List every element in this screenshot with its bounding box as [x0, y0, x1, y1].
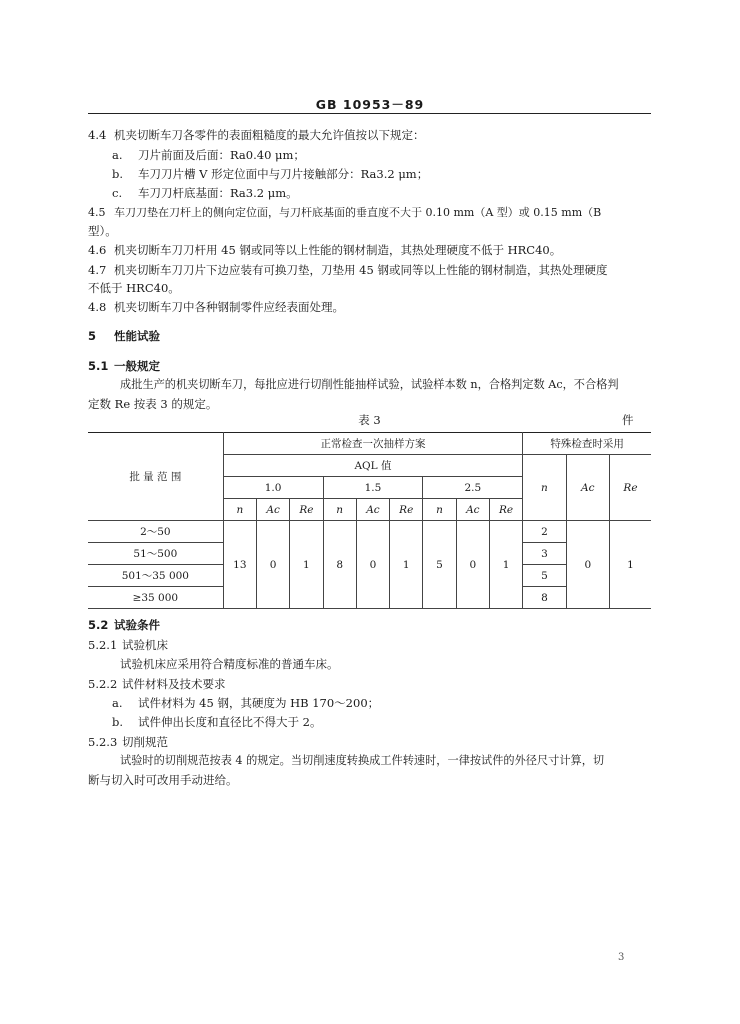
- clause-4-6: [88, 241, 651, 259]
- item-label: c.: [112, 186, 123, 200]
- normal-value-cell: 0: [256, 521, 289, 609]
- clause-number: 4.7: [88, 263, 107, 277]
- clause-5-2-1-heading: [88, 636, 651, 654]
- item-label: b.: [112, 715, 124, 729]
- section-5-heading: [88, 327, 651, 345]
- sampling-table: [88, 432, 651, 609]
- batch-range-cell: 2～50: [88, 521, 223, 543]
- item-text: 试件伸出长度和直径比不得大于 2。: [138, 715, 322, 729]
- clause-number: 5.2.3: [88, 735, 118, 749]
- special-n-cell: 2: [523, 521, 566, 543]
- normal-value-cell: 1: [489, 521, 522, 609]
- clause-text: 车刀刀垫在刀杆上的侧向定位面，与刀杆底基面的垂直度不大于 0.10 mm（A 型）或 0.15 mm（B: [114, 206, 602, 219]
- special-n-cell: 5: [523, 565, 566, 587]
- table-title: 表 3: [358, 413, 381, 427]
- batch-range-cell: 51～500: [88, 543, 223, 565]
- header-batch-range: 批 量 范 围: [88, 433, 223, 521]
- page-number: 3: [618, 952, 625, 963]
- clause-4-4: [88, 126, 651, 144]
- clause-5-2-3-para-cont: 断与切入时可改用手动进给。: [88, 773, 238, 787]
- clause-title: 切削规范: [122, 735, 168, 749]
- normal-value-cell: 13: [223, 521, 256, 609]
- normal-value-cell: 5: [423, 521, 456, 609]
- clause-text: 机夹切断车刀刀杆用 45 钢或同等以上性能的钢材制造，其热处理硬度不低于 HRC40。: [114, 243, 562, 257]
- clause-number: 5.1: [88, 359, 109, 373]
- clause-5-1-heading: [88, 357, 651, 375]
- clause-title: 试验条件: [114, 618, 160, 632]
- header-normal-plan: 正常检查一次抽样方案: [223, 433, 523, 455]
- clause-5-2-heading: [88, 616, 651, 634]
- col-header-n: n: [223, 499, 256, 521]
- normal-value-cell: 0: [356, 521, 389, 609]
- clause-4-4-b: [88, 165, 675, 183]
- normal-value-cell: 8: [323, 521, 356, 609]
- header-special-ac: Ac: [566, 455, 609, 521]
- special-re-cell: 1: [609, 521, 651, 609]
- col-header-re: Re: [290, 499, 323, 521]
- batch-range-cell: ≥35 000: [88, 587, 223, 609]
- clause-5-1-para-cont: 定数 Re 按表 3 的规定。: [88, 397, 218, 411]
- special-ac-cell: 0: [566, 521, 609, 609]
- col-header-re: Re: [390, 499, 423, 521]
- clause-text: 机夹切断车刀刀片下边应装有可换刀垫，刀垫用 45 钢或同等以上性能的钢材制造，其热处理硬度: [114, 263, 608, 277]
- col-header-n: n: [323, 499, 356, 521]
- standard-header: GB 10953－89: [315, 97, 425, 112]
- clause-number: 4.8: [88, 300, 107, 314]
- clause-number: 4.6: [88, 243, 107, 257]
- special-n-cell: 3: [523, 543, 566, 565]
- item-text: 车刀刀杆底基面：Ra3.2 μm。: [138, 186, 298, 200]
- item-label: a.: [112, 696, 123, 710]
- clause-title: 一般规定: [114, 359, 160, 373]
- item-text: 车刀刀片槽 V 形定位面中与刀片接触部分：Ra3.2 μm；: [138, 167, 429, 181]
- clause-number: 4.4: [88, 128, 107, 142]
- header-aql: AQL 值: [223, 455, 523, 477]
- item-label: b.: [112, 167, 124, 181]
- header-special-n: n: [523, 455, 566, 521]
- aql-value: 2.5: [423, 477, 523, 499]
- clause-5-2-3-para: 试验时的切削规范按表 4 的规定。当切削速度转换成工件转速时，一律按试件的外径尺寸计算，切: [120, 754, 605, 767]
- clause-5-2-1-text: 试验机床应采用符合精度标准的普通车床。: [120, 657, 339, 671]
- clause-4-5: [88, 204, 651, 222]
- clause-4-7-cont: 不低于 HRC40。: [88, 281, 180, 295]
- header-rule: [88, 113, 651, 114]
- clause-5-2-2-heading: [88, 675, 651, 693]
- item-text: 试件材料为 45 钢，其硬度为 HB 170～200；: [138, 696, 380, 710]
- clause-number: 4.5: [88, 206, 106, 219]
- item-text: 刀片前面及后面：Ra0.40 μm；: [138, 148, 305, 162]
- table-unit: 件: [622, 413, 634, 427]
- item-label: a.: [112, 148, 123, 162]
- col-header-ac: Ac: [356, 499, 389, 521]
- clause-4-7: [88, 261, 651, 279]
- normal-value-cell: 0: [456, 521, 489, 609]
- normal-value-cell: 1: [390, 521, 423, 609]
- header-special-re: Re: [609, 455, 651, 521]
- col-header-ac: Ac: [456, 499, 489, 521]
- clause-text: 机夹切断车刀各零件的表面粗糙度的最大允许值按以下规定：: [114, 128, 425, 142]
- clause-text: 机夹切断车刀中各种钢制零件应经表面处理。: [114, 300, 344, 314]
- clause-title: 试件材料及技术要求: [122, 677, 226, 691]
- special-n-cell: 8: [523, 587, 566, 609]
- clause-number: 5.2: [88, 618, 109, 632]
- clause-title: 试验机床: [122, 638, 168, 652]
- aql-value: 1.0: [223, 477, 323, 499]
- clause-5-2-2-b: [88, 713, 675, 731]
- aql-value: 1.5: [323, 477, 423, 499]
- header-special-plan: 特殊检查时采用: [523, 433, 651, 455]
- clause-5-2-3-heading: [88, 733, 651, 751]
- col-header-re: Re: [489, 499, 522, 521]
- section-number: 5: [88, 329, 97, 343]
- clause-number: 5.2.2: [88, 677, 118, 691]
- section-title: 性能试验: [114, 329, 160, 343]
- clause-4-4-c: [88, 184, 675, 202]
- clause-4-8: [88, 298, 651, 316]
- col-header-ac: Ac: [256, 499, 289, 521]
- clause-4-4-a: [88, 146, 675, 164]
- normal-value-cell: 1: [290, 521, 323, 609]
- clause-5-2-2-a: [88, 694, 675, 712]
- clause-5-1-para: 成批生产的机夹切断车刀，每批应进行切削性能抽样试验，试验样本数 n，合格判定数 Ac，不合格判: [120, 378, 619, 391]
- col-header-n: n: [423, 499, 456, 521]
- batch-range-cell: 501～35 000: [88, 565, 223, 587]
- clause-4-5-cont: 型）。: [88, 224, 117, 238]
- clause-number: 5.2.1: [88, 638, 118, 652]
